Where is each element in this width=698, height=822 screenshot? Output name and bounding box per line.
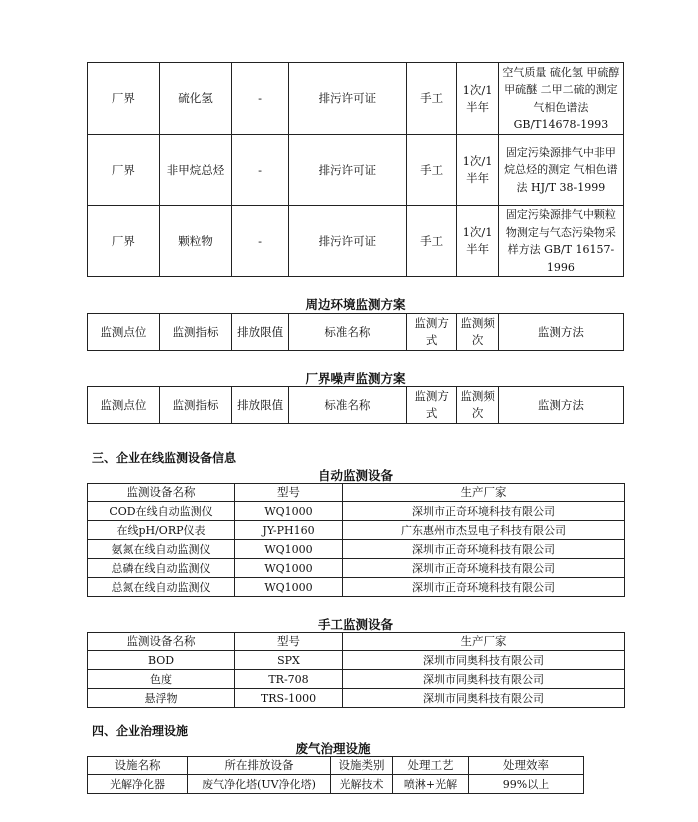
header-indicator: 监测指标: [159, 314, 232, 351]
monitor-point: 厂界: [88, 63, 160, 135]
table-row: [88, 670, 625, 689]
equipment-model: SPX: [235, 651, 343, 670]
auto-equipment-title: 自动监测设备: [317, 468, 393, 483]
manual-equipment-table: [87, 632, 625, 708]
table-header-row: [88, 314, 624, 351]
equipment-model: TR-708: [235, 670, 343, 689]
equipment-maker: 深圳市同奥科技有限公司: [343, 689, 625, 708]
monitor-point: 厂界: [88, 206, 160, 277]
emission-limit: -: [232, 63, 289, 135]
table-row: [88, 502, 625, 521]
header-indicator: 监测指标: [159, 387, 232, 424]
header-facility-name: 设施名称: [88, 757, 188, 775]
monitor-method: 固定污染源排气中颗粒物测定与气态污染物采样方法 GB/T 16157-1996: [498, 206, 623, 277]
standard-name: 排污许可证: [288, 206, 406, 277]
table-row: [88, 206, 624, 277]
equipment-maker: 深圳市正奇环境科技有限公司: [343, 578, 625, 597]
noise-monitoring-table: [87, 386, 624, 424]
facility-process: 喷淋+光解: [393, 775, 469, 794]
air-monitoring-table: [87, 62, 624, 277]
facility-efficiency: 99%以上: [469, 775, 584, 794]
header-method: 监测方法: [498, 314, 623, 351]
monitor-indicator: 硫化氢: [159, 63, 232, 135]
equipment-name: COD在线自动监测仪: [88, 502, 235, 521]
emission-limit: -: [232, 206, 289, 277]
table-row: [88, 135, 624, 206]
table-header-row: [88, 387, 624, 424]
auto-equipment-table: [87, 483, 625, 597]
equipment-name: 氨氮在线自动监测仪: [88, 540, 235, 559]
emission-limit: -: [232, 135, 289, 206]
equipment-name: 色度: [88, 670, 235, 689]
header-point: 监测点位: [88, 314, 160, 351]
facility-name: 光解净化器: [88, 775, 188, 794]
header-model: 型号: [235, 484, 343, 502]
header-equipment-name: 监测设备名称: [88, 633, 235, 651]
table-row: [88, 540, 625, 559]
noise-monitoring-title: 厂界噪声监测方案: [305, 371, 406, 386]
monitor-mode: 手工: [406, 206, 456, 277]
equipment-maker: 广东惠州市杰昱电子科技有限公司: [343, 521, 625, 540]
equipment-model: TRS-1000: [235, 689, 343, 708]
table-header-row: [88, 757, 584, 775]
facility-outlet: 废气净化塔(UV净化塔): [188, 775, 331, 794]
monitor-mode: 手工: [406, 63, 456, 135]
table-row: [88, 578, 625, 597]
table-row: [88, 689, 625, 708]
header-facility-type: 设施类别: [331, 757, 393, 775]
equipment-name: 悬浮物: [88, 689, 235, 708]
equipment-model: WQ1000: [235, 578, 343, 597]
equipment-model: WQ1000: [235, 540, 343, 559]
header-limit: 排放限值: [232, 314, 289, 351]
equipment-maker: 深圳市同奥科技有限公司: [343, 651, 625, 670]
equipment-name: 总氮在线自动监测仪: [88, 578, 235, 597]
header-outlet: 所在排放设备: [188, 757, 331, 775]
monitor-mode: 手工: [406, 135, 456, 206]
equipment-model: WQ1000: [235, 559, 343, 578]
table-row: [88, 559, 625, 578]
section-4-heading: 四、企业治理设施: [92, 724, 189, 738]
table-row: [88, 775, 584, 794]
equipment-maker: 深圳市正奇环境科技有限公司: [343, 502, 625, 521]
header-maker: 生产厂家: [343, 484, 625, 502]
table-row: [88, 651, 625, 670]
facility-type: 光解技术: [331, 775, 393, 794]
equipment-maker: 深圳市同奥科技有限公司: [343, 670, 625, 689]
monitor-frequency: 1次/1半年: [457, 206, 498, 277]
equipment-model: JY-PH160: [235, 521, 343, 540]
header-maker: 生产厂家: [343, 633, 625, 651]
monitor-method: 固定污染源排气中非甲烷总烃的测定 气相色谱法 HJ/T 38-1999: [498, 135, 623, 206]
gas-treatment-title: 废气治理设施: [295, 741, 371, 756]
section-3-heading: 三、企业在线监测设备信息: [92, 451, 237, 465]
header-standard: 标准名称: [288, 314, 406, 351]
header-standard: 标准名称: [288, 387, 406, 424]
monitor-frequency: 1次/1半年: [457, 135, 498, 206]
monitor-indicator: 非甲烷总烃: [159, 135, 232, 206]
gas-treatment-table: [87, 756, 584, 794]
header-method: 监测方法: [498, 387, 623, 424]
table-row: [88, 521, 625, 540]
header-mode: 监测方式: [406, 387, 456, 424]
table-row: [88, 63, 624, 135]
header-point: 监测点位: [88, 387, 160, 424]
equipment-model: WQ1000: [235, 502, 343, 521]
ambient-monitoring-title: 周边环境监测方案: [305, 297, 406, 312]
equipment-name: BOD: [88, 651, 235, 670]
header-efficiency: 处理效率: [469, 757, 584, 775]
monitor-point: 厂界: [88, 135, 160, 206]
header-equipment-name: 监测设备名称: [88, 484, 235, 502]
standard-name: 排污许可证: [288, 63, 406, 135]
header-limit: 排放限值: [232, 387, 289, 424]
table-header-row: [88, 484, 625, 502]
monitor-indicator: 颗粒物: [159, 206, 232, 277]
equipment-name: 总磷在线自动监测仪: [88, 559, 235, 578]
monitor-method: 空气质量 硫化氢 甲硫醇 甲硫醚 二甲二硫的测定气相色谱法 GB/T14678-1993: [498, 63, 623, 135]
manual-equipment-title: 手工监测设备: [317, 617, 393, 632]
header-model: 型号: [235, 633, 343, 651]
header-mode: 监测方式: [406, 314, 456, 351]
header-process: 处理工艺: [393, 757, 469, 775]
equipment-maker: 深圳市正奇环境科技有限公司: [343, 540, 625, 559]
header-frequency: 监测频次: [457, 314, 498, 351]
header-frequency: 监测频次: [457, 387, 498, 424]
table-header-row: [88, 633, 625, 651]
standard-name: 排污许可证: [288, 135, 406, 206]
monitor-frequency: 1次/1半年: [457, 63, 498, 135]
ambient-monitoring-table: [87, 313, 624, 351]
equipment-name: 在线pH/ORP仪表: [88, 521, 235, 540]
equipment-maker: 深圳市正奇环境科技有限公司: [343, 559, 625, 578]
